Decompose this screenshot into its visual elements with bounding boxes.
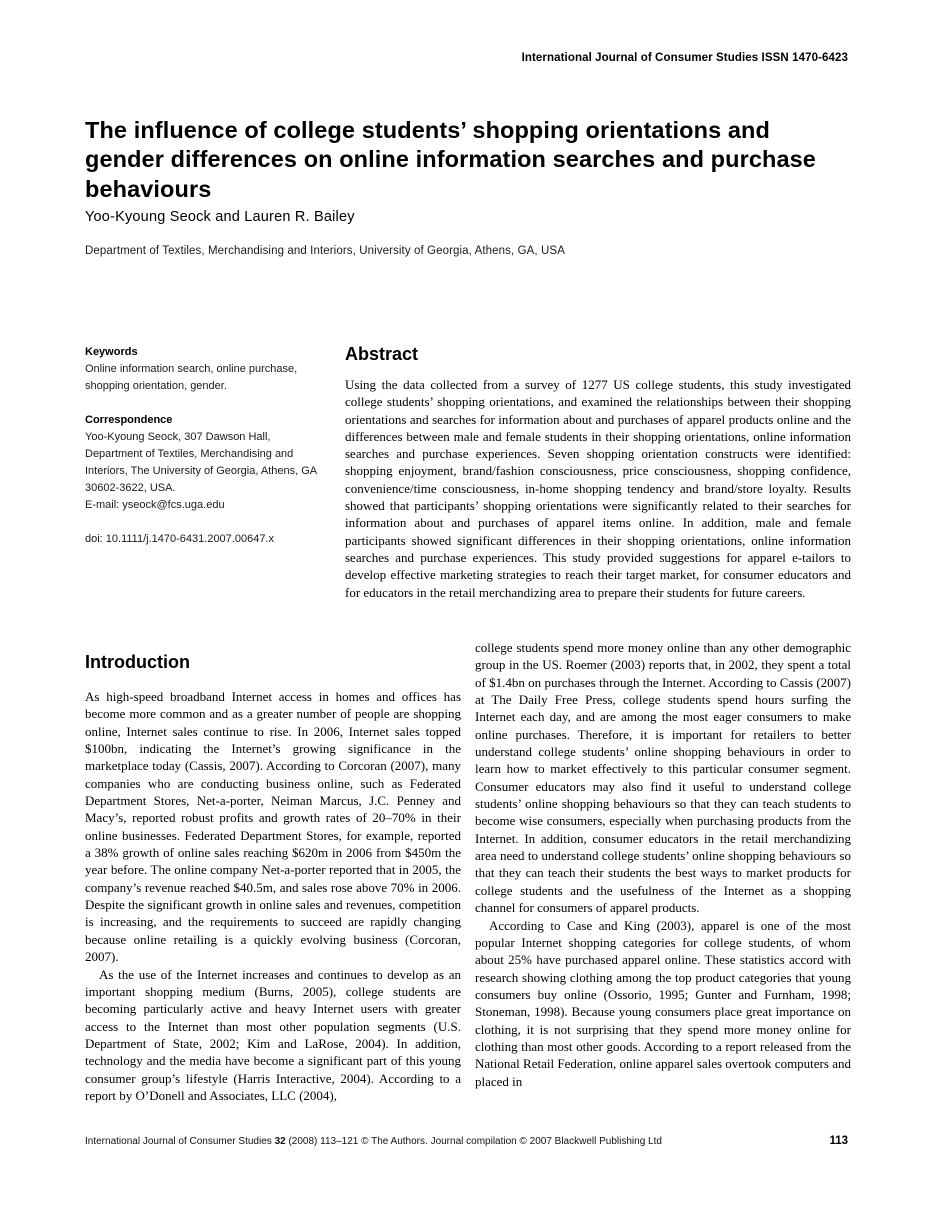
right-column [475,639,851,1104]
abstract-section [345,344,851,601]
authors-byline: Yoo-Kyoung Seock and Lauren R. Bailey [85,209,355,225]
meta-section [85,344,851,601]
footer-journal-name: International Journal of Consumer Studies [85,1136,272,1147]
page-number: 113 [829,1135,848,1147]
footer-volume: 32 [274,1136,286,1147]
doi-line: doi: 10.1111/j.1470-6431.2007.00647.x [85,533,274,546]
article-title: The influence of college students’ shopping orientations and gender differences on online information searches and purchase behaviours [85,117,816,202]
introduction-paragraph: As high-speed broadband Internet access in homes and offices has become more common and as a greater number of people are shopping online, Internet sales continue to rise. In 2006, Internet sales topped $100bn, indicating the Internet’s growing significance in the marketplace today (Cassis, 2007). According to Corcoran (2007), many companies who are conducting business online, such as Federated Department Stores, Net-a-porter, Neiman Marcus, J.C. Penney and Macy’s, reported robust profits and growth rates of 20–70% in their online businesses. Federated Department Stores, for example, reported a 38% growth of online sales reaching $620m in 2006 from $450m the year before. The online company Net-a-porter reported that in 2005, the company’s revenue reached $40.5m, and sales rose above 70% in 2006. Despite the significant growth in online sales and revenues, competition is increasing, and the requirements to succeed are rapidly changing because online retailing is a quickly evolving business (Corcoran, 2007). [85,689,461,965]
introduction-section [85,639,851,1104]
abstract-text: Using the data collected from a survey of 1277 US college students, this study investigated college students’ shopping orientations, and examined the relationships between their shopping orientations and searches for information about and purchases of apparel products online and the differences between male and female students in their shopping orientations, online information searches and purchase experiences. Seven shopping orientation constructs were identified: shopping enjoyment, brand/fashion consciousness, price consciousness, shopping confidence, convenience/time consciousness, in-home shopping tendency and brand/store loyalty. Results showed that participants’ shopping orientations were significantly related to their searches for information about and purchases of apparel items online. In addition, male and female participants showed significant differences in their shopping orientations, online information searches and purchase experiences. This study provided suggestions for apparel e-tailors to develop effective marketing strategies to reach their target market, for consumer educators and for educators in the retail merchandizing area to prepare their students for future careers. [345,377,851,600]
correspondence-heading: Correspondence [85,414,173,427]
left-column [85,639,461,1104]
authors-affiliation: Department of Textiles, Merchandising and Interiors, University of Georgia, Athens, GA, USA [85,245,565,257]
introduction-paragraph: college students spend more money online than any other demographic group in the US. Roemer (2003) reports that, in 2002, they spent a total of $1.4bn on purchases through the Internet. According to Cassis (2007) at The Daily Free Press, college students spend hours surfing the Internet each day, and are among the most eager consumers to make online purchases. Therefore, it is important for retailers to better understand college students’ online shopping behaviours in order to learn how to market effectively to this particular consumer segment. Consumer educators may also find it useful to understand college students’ online shopping behaviours so that they can teach students to become wise consumers, especially when purchasing products from the Internet. In addition, consumer educators in the retail merchandizing area need to understand college students’ online shopping behaviours so that they can teach their students the best ways to market products for college students and the usefulness of the Internet as a shopping channel for consumers of apparel products. [475,640,851,916]
correspondence-email: E-mail: yseock@fcs.uga.edu [85,499,225,512]
footer-citation [85,1136,662,1147]
keywords-heading: Keywords [85,346,138,358]
article-info-sidebar [85,344,323,601]
correspondence-text: Yoo-Kyoung Seock, 307 Dawson Hall, Department of Textiles, Merchandising and Interiors, The University of Georgia, Athens, GA 30602-3622, USA. [85,431,317,495]
keywords-text: Online information search, online purchase, shopping orientation, gender. [85,363,298,393]
footer-copyright: (2008) 113–121 © The Authors. Journal compilation © 2007 Blackwell Publishing Ltd [288,1136,662,1147]
correspondence-block [85,412,323,514]
introduction-paragraph: As the use of the Internet increases and continues to develop as an important shopping medium (Burns, 2005), college students are becoming particularly active and heavy Internet users with greater access to the Internet than most other population segments (U.S. Department of State, 2002; Kim and LaRose, 2004). In addition, technology and the media have become a significant part of this young consumer group’s lifestyle (Harris Interactive, 2004). According to a report by O’Donell and Associates, LLC (2004), [85,966,461,1103]
introduction-heading: Introduction [85,652,190,672]
keywords-block [85,344,323,395]
introduction-paragraph: According to Case and King (2003), apparel is one of the most popular Internet shopping categories for college students, of whom about 25% have purchased apparel online. These statistics accord with research showing clothing among the top product categories that young consumers buy online (Ossorio, 1995; Gunter and Furnham, 1998; Stoneman, 1998). Because young consumers place great importance on clothing, it is not surprising that they spend more money online for clothing than most other goods. According to a report released from the National Retail Federation, online apparel sales overtook computers and placed in [475,917,851,1089]
running-head: International Journal of Consumer Studies ISSN 1470-6423 [521,52,848,64]
abstract-heading: Abstract [345,344,419,364]
page-footer [85,1135,848,1147]
